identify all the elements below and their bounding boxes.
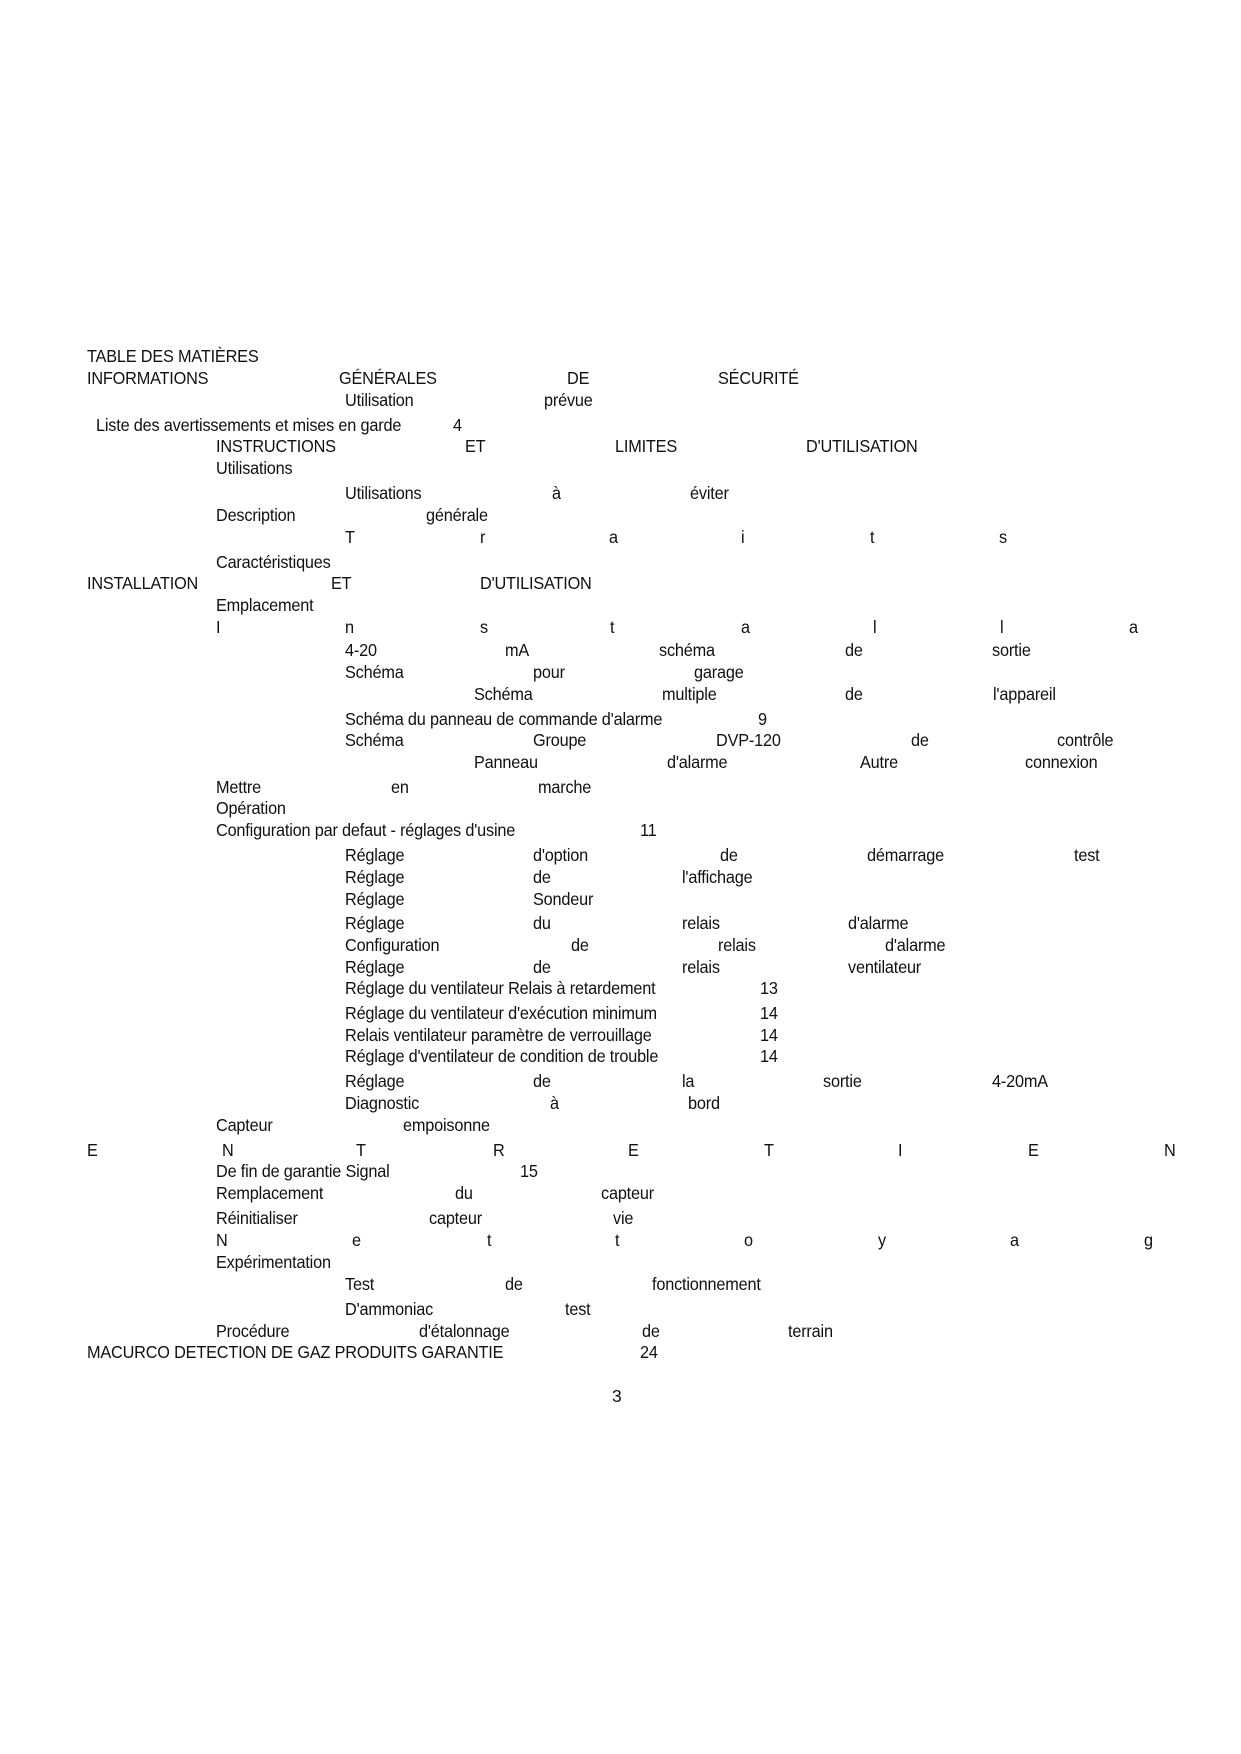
toc-text: d'alarme [885,935,946,955]
toc-text: GÉNÉRALES [339,368,437,388]
toc-text: Schéma [345,662,404,682]
toc-text: E [628,1140,639,1160]
toc-text: relais [682,957,720,977]
toc-text: D'UTILISATION [806,436,918,456]
toc-text: Procédure [216,1321,290,1341]
toc-text: y [878,1230,886,1250]
toc-text: LIMITES [615,436,678,456]
toc-text: à [552,483,561,503]
toc-text: N [216,1230,228,1250]
toc-text: marche [538,777,592,797]
toc-text: r [480,527,486,547]
toc-text: INSTRUCTIONS [216,436,336,456]
toc-text: Remplacement [216,1183,324,1203]
toc-text: Schéma [474,684,533,704]
toc-text: Réglage [345,867,405,887]
toc-text: T [345,527,355,547]
toc-text: ET [465,436,486,456]
toc-text: du [455,1183,473,1203]
toc-text: T [764,1140,774,1160]
toc-text: de [845,684,863,704]
toc-text: d'alarme [848,913,909,933]
toc-text: sortie [823,1071,862,1091]
toc-text: Configuration [345,935,440,955]
toc-text: Liste des avertissements et mises en garde [96,415,402,435]
toc-text: capteur [601,1183,654,1203]
toc-text: Réglage du ventilateur Relais à retardement [345,978,656,998]
toc-text: l [1000,617,1004,637]
toc-text: 14 [760,1025,778,1045]
toc-text: Relais ventilateur paramètre de verrouillage [345,1025,652,1045]
toc-text: MACURCO DETECTION DE GAZ PRODUITS GARANTIE [87,1342,504,1362]
toc-text: test [565,1299,591,1319]
toc-text: n [345,617,354,637]
toc-text: à [550,1093,559,1113]
toc-text: D'ammoniac [345,1299,434,1319]
toc-text: la [682,1071,695,1091]
toc-text: l [873,617,877,637]
toc-text: 14 [760,1003,778,1023]
toc-text: i [741,527,745,547]
toc-text: éviter [690,483,729,503]
toc-text: INFORMATIONS [87,368,209,388]
toc-text: Sondeur [533,889,594,909]
toc-text: contrôle [1057,730,1114,750]
toc-text: I [216,617,221,637]
toc-text: 24 [640,1342,658,1362]
toc-text: ET [331,573,352,593]
toc-text: t [487,1230,492,1250]
toc-text: Opération [216,798,286,818]
toc-text: s [999,527,1007,547]
toc-text: de [720,845,738,865]
toc-text: Capteur [216,1115,273,1135]
toc-text: Réglage [345,845,405,865]
toc-text: g [1144,1230,1153,1250]
toc-text: Caractéristiques [216,552,331,572]
toc-text: a [1129,617,1138,637]
toc-text: I [898,1140,903,1160]
toc-text: Utilisations [216,458,293,478]
toc-text: Panneau [474,752,538,772]
toc-text: multiple [662,684,717,704]
toc-text: INSTALLATION [87,573,199,593]
toc-text: DVP-120 [716,730,781,750]
toc-text: de [533,867,551,887]
toc-text: bord [688,1093,720,1113]
toc-text: générale [426,505,488,525]
toc-text: relais [718,935,756,955]
toc-text: TABLE DES MATIÈRES [87,346,259,366]
toc-text: Expérimentation [216,1252,331,1272]
toc-text: de [642,1321,660,1341]
toc-text: Réglage du ventilateur d'exécution minimum [345,1003,657,1023]
toc-text: N [222,1140,234,1160]
toc-text: de [533,1071,551,1091]
toc-text: 4-20 [345,640,377,660]
toc-text: Mettre [216,777,262,797]
toc-text: Réglage d'ventilateur de condition de trouble [345,1046,659,1066]
toc-text: a [1010,1230,1019,1250]
toc-text: en [391,777,409,797]
toc-text: e [352,1230,361,1250]
toc-text: l'appareil [993,684,1056,704]
toc-text: t [870,527,875,547]
toc-text: a [741,617,750,637]
toc-text: test [1074,845,1100,865]
toc-text: T [356,1140,366,1160]
toc-text: 11 [640,820,657,840]
toc-text: a [609,527,618,547]
toc-text: t [615,1230,620,1250]
toc-text: o [744,1230,753,1250]
toc-text: Autre [860,752,898,772]
toc-text: 4 [453,415,462,435]
toc-text: connexion [1025,752,1098,772]
toc-text: Réglage [345,1071,405,1091]
toc-text: de [911,730,929,750]
toc-text: garage [694,662,744,682]
toc-text: Description [216,505,296,525]
toc-text: de [505,1274,523,1294]
toc-text: De fin de garantie Signal [216,1161,390,1181]
toc-text: sortie [992,640,1031,660]
toc-text: relais [682,913,720,933]
toc-text: E [87,1140,98,1160]
toc-text: l'affichage [682,867,753,887]
toc-text: Réglage [345,889,405,909]
toc-text: de [845,640,863,660]
toc-text: R [493,1140,505,1160]
toc-text: d'étalonnage [419,1321,510,1341]
toc-text: Test [345,1274,375,1294]
toc-text: vie [613,1208,634,1228]
toc-text: Utilisations [345,483,422,503]
toc-text: Réinitialiser [216,1208,298,1228]
toc-text: s [480,617,488,637]
toc-text: Schéma [345,730,404,750]
toc-text: capteur [429,1208,482,1228]
toc-text: D'UTILISATION [480,573,592,593]
toc-text: 13 [760,978,778,998]
toc-text: Groupe [533,730,587,750]
toc-text: fonctionnement [652,1274,761,1294]
toc-text: d'option [533,845,589,865]
toc-text: 4-20mA [992,1071,1048,1091]
toc-text: prévue [544,390,593,410]
toc-text: démarrage [867,845,945,865]
toc-text: Réglage [345,913,405,933]
toc-text: Schéma du panneau de commande d'alarme [345,709,663,729]
toc-text: DE [567,368,590,388]
toc-text: E [1028,1140,1039,1160]
toc-text: Diagnostic [345,1093,420,1113]
toc-text: empoisonne [403,1115,490,1135]
toc-text: Emplacement [216,595,314,615]
toc-text: N [1164,1140,1176,1160]
toc-text: d'alarme [667,752,728,772]
toc-text: pour [533,662,565,682]
toc-text: Utilisation [345,390,414,410]
toc-text: de [571,935,589,955]
toc-text: du [533,913,551,933]
page-number: 3 [612,1386,622,1406]
toc-text: terrain [788,1321,833,1341]
toc-text: Réglage [345,957,405,977]
toc-text: schéma [659,640,715,660]
toc-text: SÉCURITÉ [718,368,799,388]
toc-text: mA [505,640,530,660]
toc-text: 14 [760,1046,778,1066]
toc-text: 15 [520,1161,538,1181]
toc-text: ventilateur [848,957,922,977]
toc-text: Configuration par defaut - réglages d'usine [216,820,516,840]
toc-text: t [610,617,615,637]
toc-text: de [533,957,551,977]
toc-text: 9 [758,709,767,729]
